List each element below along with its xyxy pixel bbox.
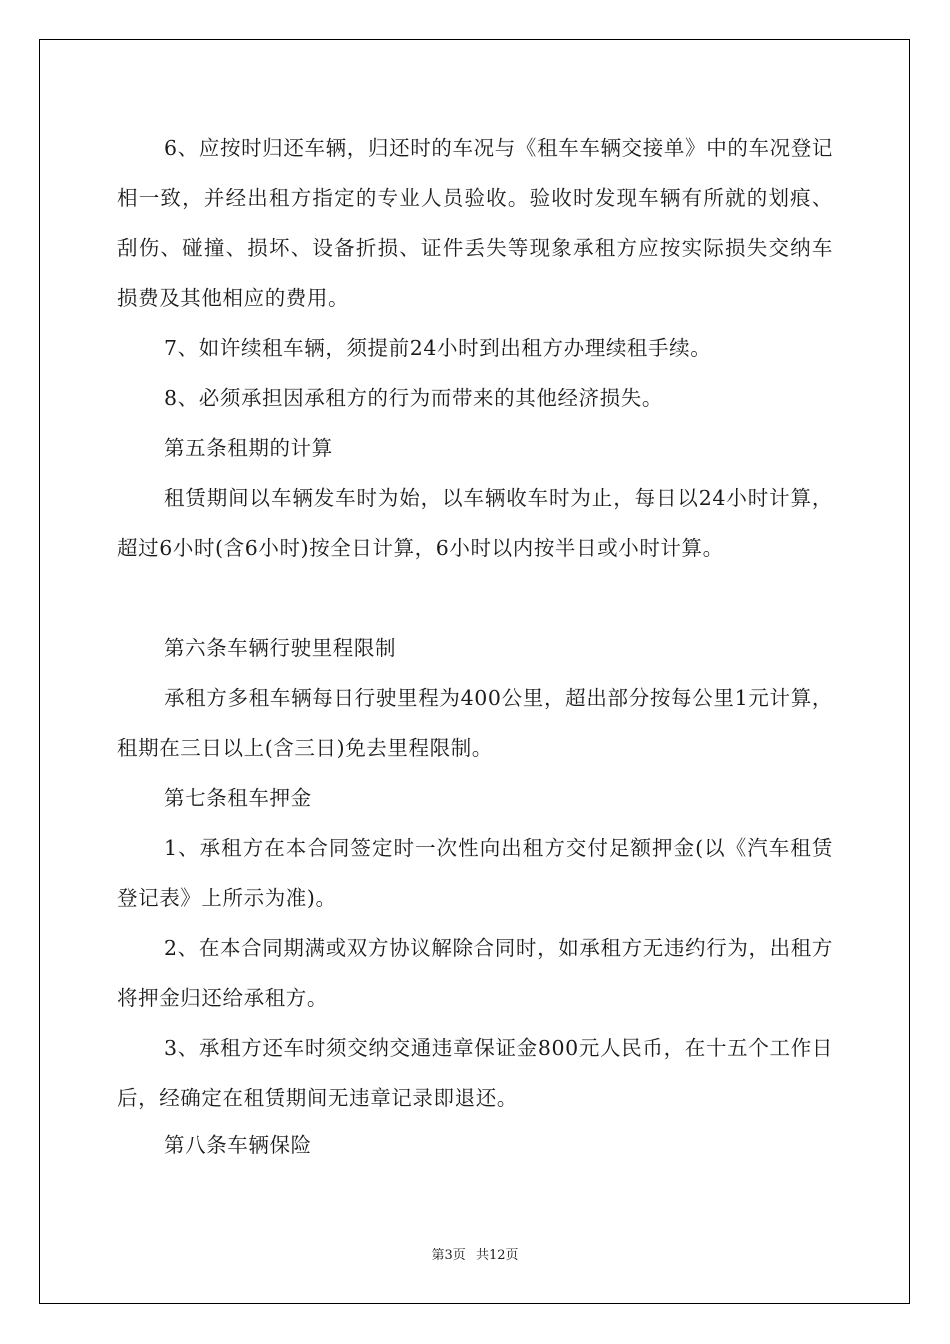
- section-6-body: 承租方多租车辆每日行驶里程为400公里，超出部分按每公里1元计算，租期在三日以上(含三日)免去里程限制。: [117, 686, 833, 760]
- page-footer: [0, 1244, 950, 1263]
- deposit-item-3: 3、承租方还车时须交纳交通违章保证金800元人民币，在十五个工作日后，经确定在租赁期间无违章记录即退还。: [117, 1036, 833, 1110]
- page-number: 第3页: [431, 1248, 466, 1263]
- page-total: 共12页: [475, 1248, 519, 1263]
- clause-item-7: 7、如许续租车辆，须提前24小时到出租方办理续租手续。: [164, 336, 712, 360]
- section-5-body: 租赁期间以车辆发车时为始，以车辆收车时为止，每日以24小时计算，超过6小时(含6小时)按全日计算，6小时以内按半日或小时计算。: [117, 486, 833, 560]
- section-heading-7: 第七条租车押金: [164, 786, 312, 810]
- section-heading-6: 第六条车辆行驶里程限制: [164, 636, 397, 660]
- deposit-item-1: 1、承租方在本合同签定时一次性向出租方交付足额押金(以《汽车租赁登记表》上所示为准)。: [117, 836, 833, 910]
- section-heading-8: 第八条车辆保险: [164, 1133, 312, 1157]
- deposit-item-2: 2、在本合同期满或双方协议解除合同时，如承租方无违约行为，出租方将押金归还给承租方。: [117, 936, 833, 1010]
- clause-item-6: 6、应按时归还车辆，归还时的车况与《租车车辆交接单》中的车况登记相一致，并经出租方指定的专业人员验收。验收时发现车辆有所就的划痕、刮伤、碰撞、损坏、设备折损、证件丢失等现象承租方应按实际损失交纳车损费及其他相应的费用。: [117, 136, 833, 310]
- clause-item-8: 8、必须承担因承租方的行为而带来的其他经济损失。: [164, 386, 663, 410]
- section-heading-5: 第五条租期的计算: [164, 436, 333, 460]
